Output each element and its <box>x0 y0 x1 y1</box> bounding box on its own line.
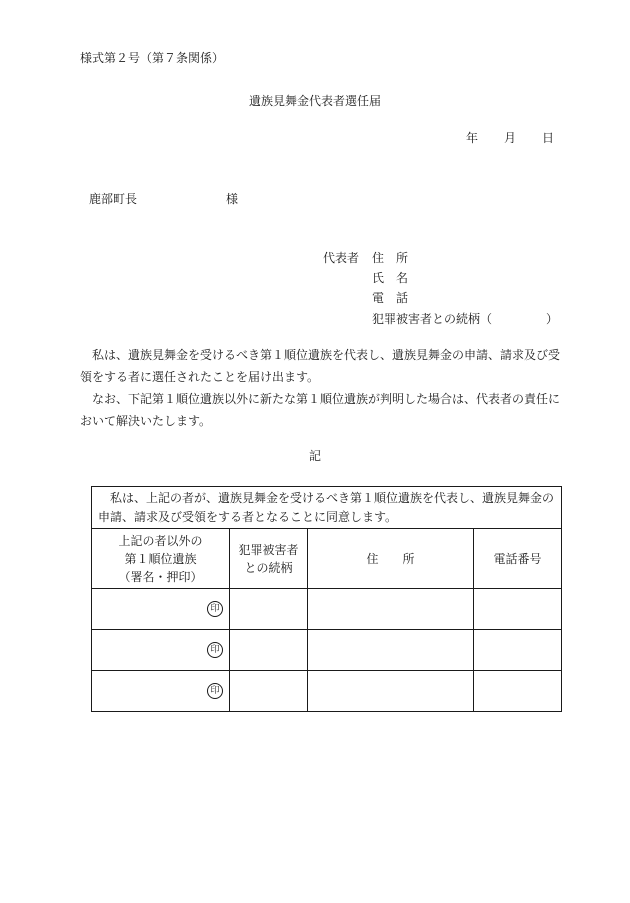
header-phone <box>474 529 561 588</box>
date-year: 年 <box>466 131 479 145</box>
relation-paren-close: ） <box>546 312 559 326</box>
representative-label: 代表者 <box>323 251 360 265</box>
row-divider <box>92 629 561 630</box>
date-month: 月 <box>504 131 517 145</box>
header-relation-line-2: との続柄 <box>244 560 293 575</box>
row-divider <box>92 588 561 589</box>
consent-text: 私は、上記の者が、遺族見舞金を受けるべき第１順位遺族を代表し、遺族見舞金の申請、請求及び受領をする者となることに同意します。 <box>98 491 555 524</box>
ki-heading: 記 <box>308 449 321 463</box>
form-number: 様式第２号（第７条関係） <box>80 51 225 65</box>
addressee-name: 鹿部町長 <box>89 192 138 206</box>
header-address-text: 住 所 <box>366 551 415 566</box>
consent-table <box>91 486 562 712</box>
header-relation-line-1: 犯罪被害者 <box>238 542 299 557</box>
header-other-survivor-line-3: （署名・押印） <box>118 569 203 584</box>
body-paragraph-1: 私は、遺族見舞金を受けるべき第１順位遺族を代表し、遺族見舞金の申請、請求及び受領をする者に選任されたことを届け出ます。 <box>80 348 561 384</box>
seal-mark-icon: 印 <box>207 642 223 658</box>
document-title: 遺族見舞金代表者選任届 <box>248 94 381 108</box>
header-address <box>308 529 473 588</box>
row-divider <box>92 670 561 671</box>
date-line <box>466 129 554 147</box>
addressee-honorific: 様 <box>226 192 239 206</box>
header-other-survivor-line-1: 上記の者以外の <box>118 533 203 548</box>
header-relation <box>230 529 307 588</box>
seal-mark-icon: 印 <box>207 601 223 617</box>
date-day: 日 <box>542 131 555 145</box>
representative-relation-label: 犯罪被害者との続柄（ <box>372 312 493 326</box>
seal-mark-icon: 印 <box>207 683 223 699</box>
representative-name-label: 氏 名 <box>372 271 409 285</box>
consent-statement <box>92 487 561 529</box>
header-other-survivor <box>92 529 229 588</box>
header-other-survivor-line-2: 第１順位遺族 <box>124 551 197 566</box>
representative-phone-label: 電 話 <box>372 291 409 305</box>
header-phone-text: 電話番号 <box>493 551 542 566</box>
representative-address-label: 住 所 <box>372 251 409 265</box>
body-paragraph-2: なお、下記第１順位遺族以外に新たな第１順位遺族が判明した場合は、代表者の責任において解決いたします。 <box>80 392 561 428</box>
